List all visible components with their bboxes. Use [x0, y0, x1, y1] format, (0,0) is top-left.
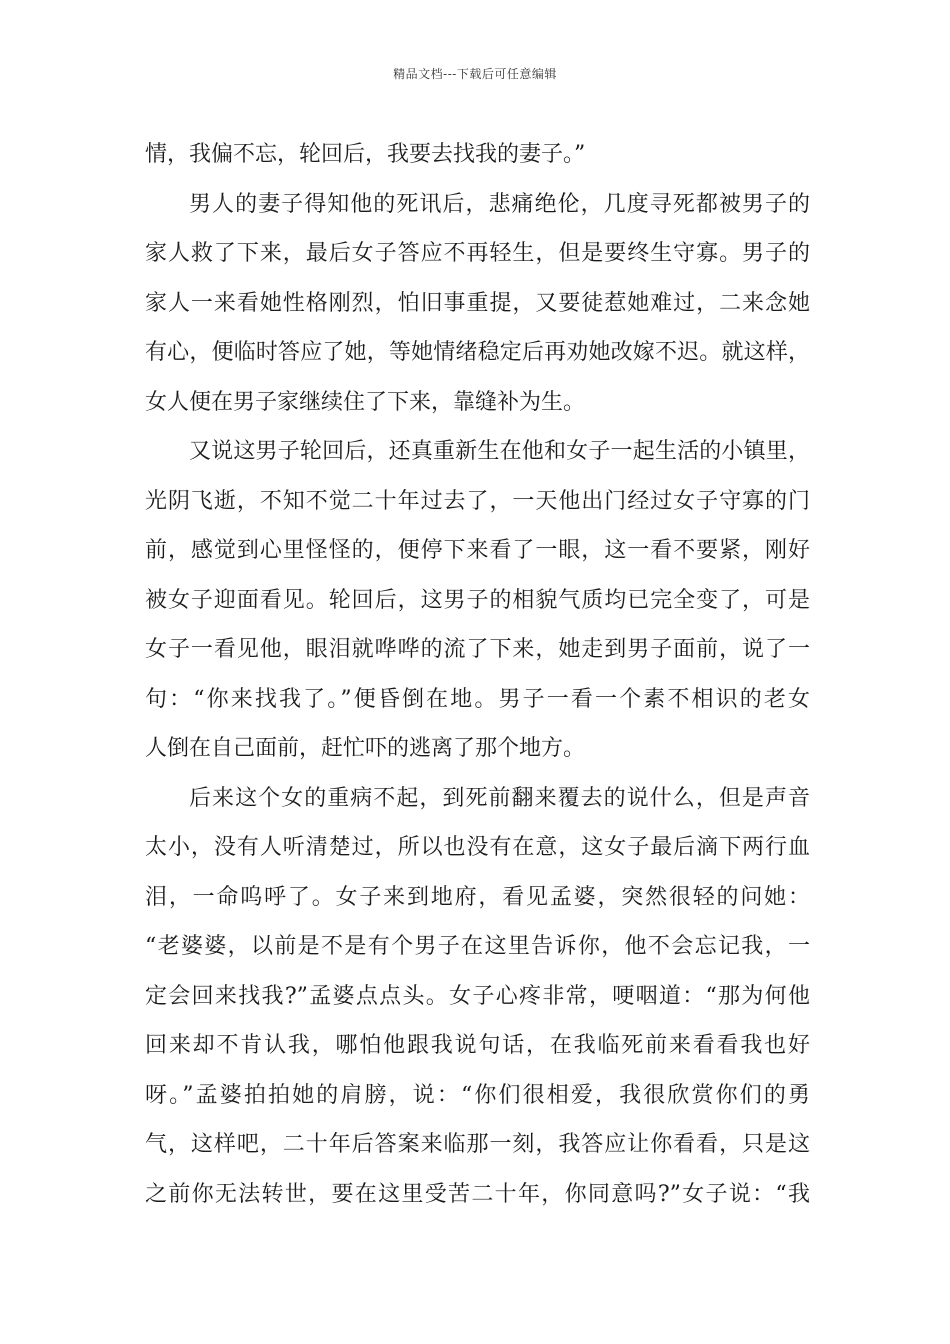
text-line: 有心，便临时答应了她，等她情绪稳定后再劝她改嫁不迟。就这样，: [145, 340, 810, 365]
text-line: 情，我偏不忘，轮回后，我要去找我的妻子。”: [145, 142, 586, 167]
text-line: 太小，没有人听清楚过，所以也没有在意，这女子最后滴下两行血: [145, 835, 810, 860]
text-line: 人倒在自己面前，赶忙吓的逃离了那个地方。: [145, 736, 586, 761]
text-line: 光阴飞逝，不知不觉二十年过去了，一天他出门经过女子守寡的门: [145, 488, 810, 514]
document-body: [145, 130, 810, 1219]
text-line: 呀。”孟婆拍拍她的肩膀，说：“你们很相爱，我很欣赏你们的勇: [145, 1082, 810, 1108]
text-line: 家人一来看她性格刚烈，怕旧事重提，又要徒惹她难过，二来念她: [145, 290, 810, 316]
text-line: 女人便在男子家继续住了下来，靠缝补为生。: [145, 389, 586, 415]
text-line: 泪，一命呜呼了。女子来到地府，看见孟婆，突然很轻的问她：: [145, 884, 810, 910]
text-line: 定会回来找我?”孟婆点点头。女子心疼非常，哽咽道：“那为何他: [145, 983, 810, 1009]
text-line: 男人的妻子得知他的死讯后，悲痛绝伦，几度寻死都被男子的: [189, 191, 810, 217]
text-line: 女子一看见他，眼泪就哗哗的流了下来，她走到男子面前，说了一: [145, 637, 810, 662]
text-line: 后来这个女的重病不起，到死前翻来覆去的说什么，但是声音: [189, 785, 810, 811]
page-header: 精品文档---下载后可任意编辑: [393, 67, 557, 81]
text-line: 气，这样吧，二十年后答案来临那一刻，我答应让你看看，只是这: [145, 1132, 810, 1157]
text-line: “老婆婆，以前是不是有个男子在这里告诉你，他不会忘记我，一: [145, 934, 810, 959]
text-line: 前，感觉到心里怪怪的，便停下来看了一眼，这一看不要紧，刚好: [145, 538, 810, 563]
text-line: 句：“你来找我了。”便昏倒在地。男子一看一个素不相识的老女: [145, 686, 810, 712]
text-line: 家人救了下来，最后女子答应不再轻生，但是要终生守寡。男子的: [145, 241, 810, 266]
text-line: 又说这男子轮回后，还真重新生在他和女子一起生活的小镇里，: [189, 439, 810, 464]
text-line: 回来却不肯认我，哪怕他跟我说句话，在我临死前来看看我也好: [145, 1033, 810, 1058]
text-line: 之前你无法转世，要在这里受苦二十年，你同意吗?”女子说：“我: [145, 1181, 810, 1207]
text-line: 被女子迎面看见。轮回后，这男子的相貌气质均已完全变了，可是: [145, 587, 810, 613]
